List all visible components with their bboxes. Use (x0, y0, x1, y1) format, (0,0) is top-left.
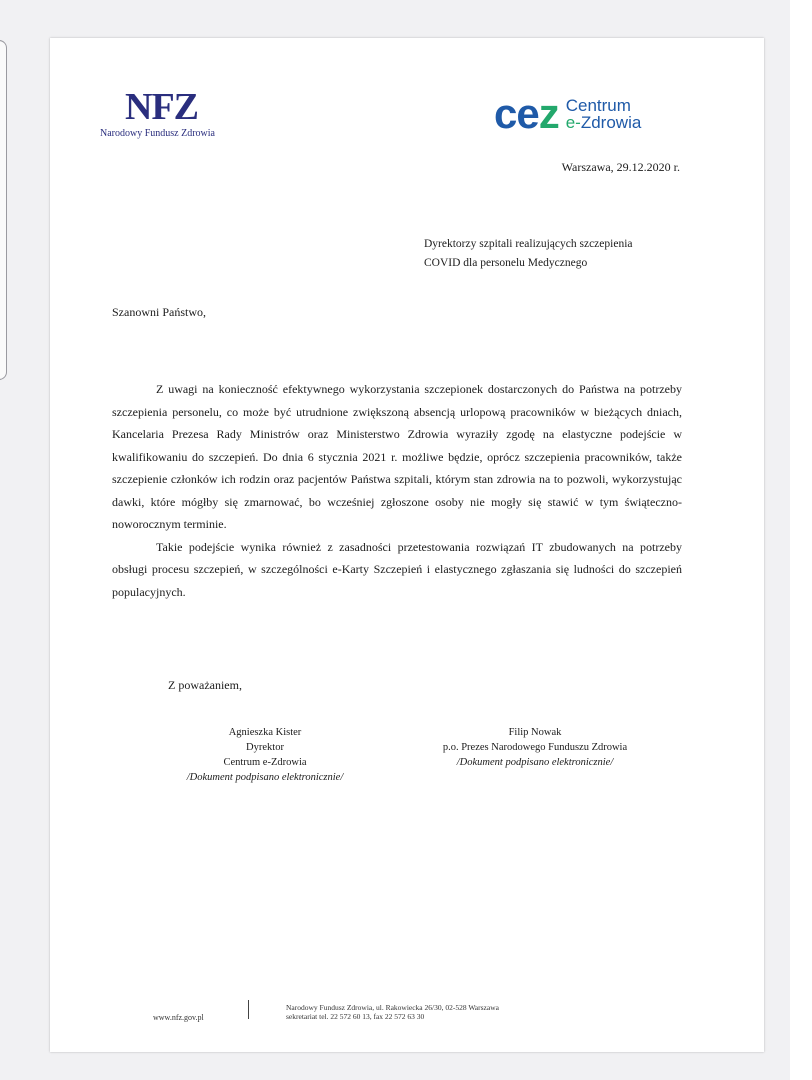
recipient-line: Dyrektorzy szpitali realizujących szczepienia (424, 238, 633, 250)
letter-body (112, 378, 682, 603)
cez-logo-mark (494, 90, 559, 137)
cez-mark-ce: ce (494, 90, 539, 137)
footer-address-line: sekretariat tel. 22 572 60 13, fax 22 572 63 30 (286, 1011, 425, 1021)
letter-page (50, 38, 764, 1052)
signatory-title: Dyrektor (246, 742, 284, 753)
cez-logo-line2-rest: Zdrowia (580, 113, 642, 132)
salutation: Szanowni Państwo, (112, 305, 206, 319)
nfz-logo-mark: NFZ (125, 86, 198, 128)
closing: Z poważaniem, (168, 678, 242, 692)
signature-note: /Dokument podpisano elektronicznie/ (186, 772, 344, 783)
footer-divider (248, 1000, 249, 1019)
letter-date: Warszawa, 29.12.2020 r. (561, 160, 680, 174)
signatory-name: Agnieszka Kister (228, 727, 302, 738)
signatory-org: Centrum e-Zdrowia (223, 757, 307, 768)
body-paragraph: Takie podejście wynika również z zasadności przetestowania rozwiązań IT zbudowanych na potrzeby obsługi procesu szczepień, w szczególności e-Karty Szczepień i elastycznego zgłaszania się ludności do szczepień populacyjnych. (112, 539, 682, 599)
body-paragraph: Z uwagi na konieczność efektywnego wykorzystania szczepionek dostarczonych do Państwa na potrzeby szczepienia personelu, co może być utrudnione zwiększoną absencją urlopową pracowników w bieżących dniach, Kancelaria Prezesa Rady Ministrów oraz Ministerstwo Zdrowia wyraziły zgodę na elastyczne podejście w kwalifikowaniu do szczepień. Do dnia 6 stycznia 2021 r. możliwe będzie, oprócz szczepienia pracowników, także szczepienie członków ich rodzin oraz pacjentów Państwa szpitali, którym stan zdrowia na to pozwoli, wykorzystując dawki, które mógłby się zmarnować, bo wcześniej zgłoszone osoby nie mogły się stawić w tym świąteczno-noworocznym terminie. (112, 382, 682, 531)
nfz-logo (100, 88, 215, 139)
cez-logo-line2-prefix: e- (565, 113, 581, 132)
nfz-logo-name: Narodowy Fundusz Zdrowia (100, 128, 215, 139)
signatory-title: p.o. Prezes Narodowego Funduszu Zdrowia (442, 742, 628, 753)
signature-note: /Dokument podpisano elektronicznie/ (456, 757, 614, 768)
side-panel-edge (0, 40, 7, 380)
cez-mark-z: z (538, 90, 559, 137)
cez-logo-text (566, 97, 642, 131)
cez-logo-line1: Centrum (565, 96, 631, 115)
signatory-name: Filip Nowak (508, 727, 562, 738)
footer-url: www.nfz.gov.pl (153, 1013, 204, 1022)
signature-left (160, 725, 370, 785)
viewer-right-edge (790, 0, 812, 1080)
recipient-line: COVID dla personelu Medycznego (424, 257, 588, 269)
cez-logo-line2 (566, 114, 642, 131)
recipient-block (424, 235, 633, 273)
cez-logo (494, 90, 642, 137)
footer-address (286, 1004, 499, 1021)
footer-address-line: Narodowy Fundusz Zdrowia, ul. Rakowiecka 26/30, 02-528 Warszawa (286, 1003, 499, 1012)
signature-right (410, 725, 660, 770)
